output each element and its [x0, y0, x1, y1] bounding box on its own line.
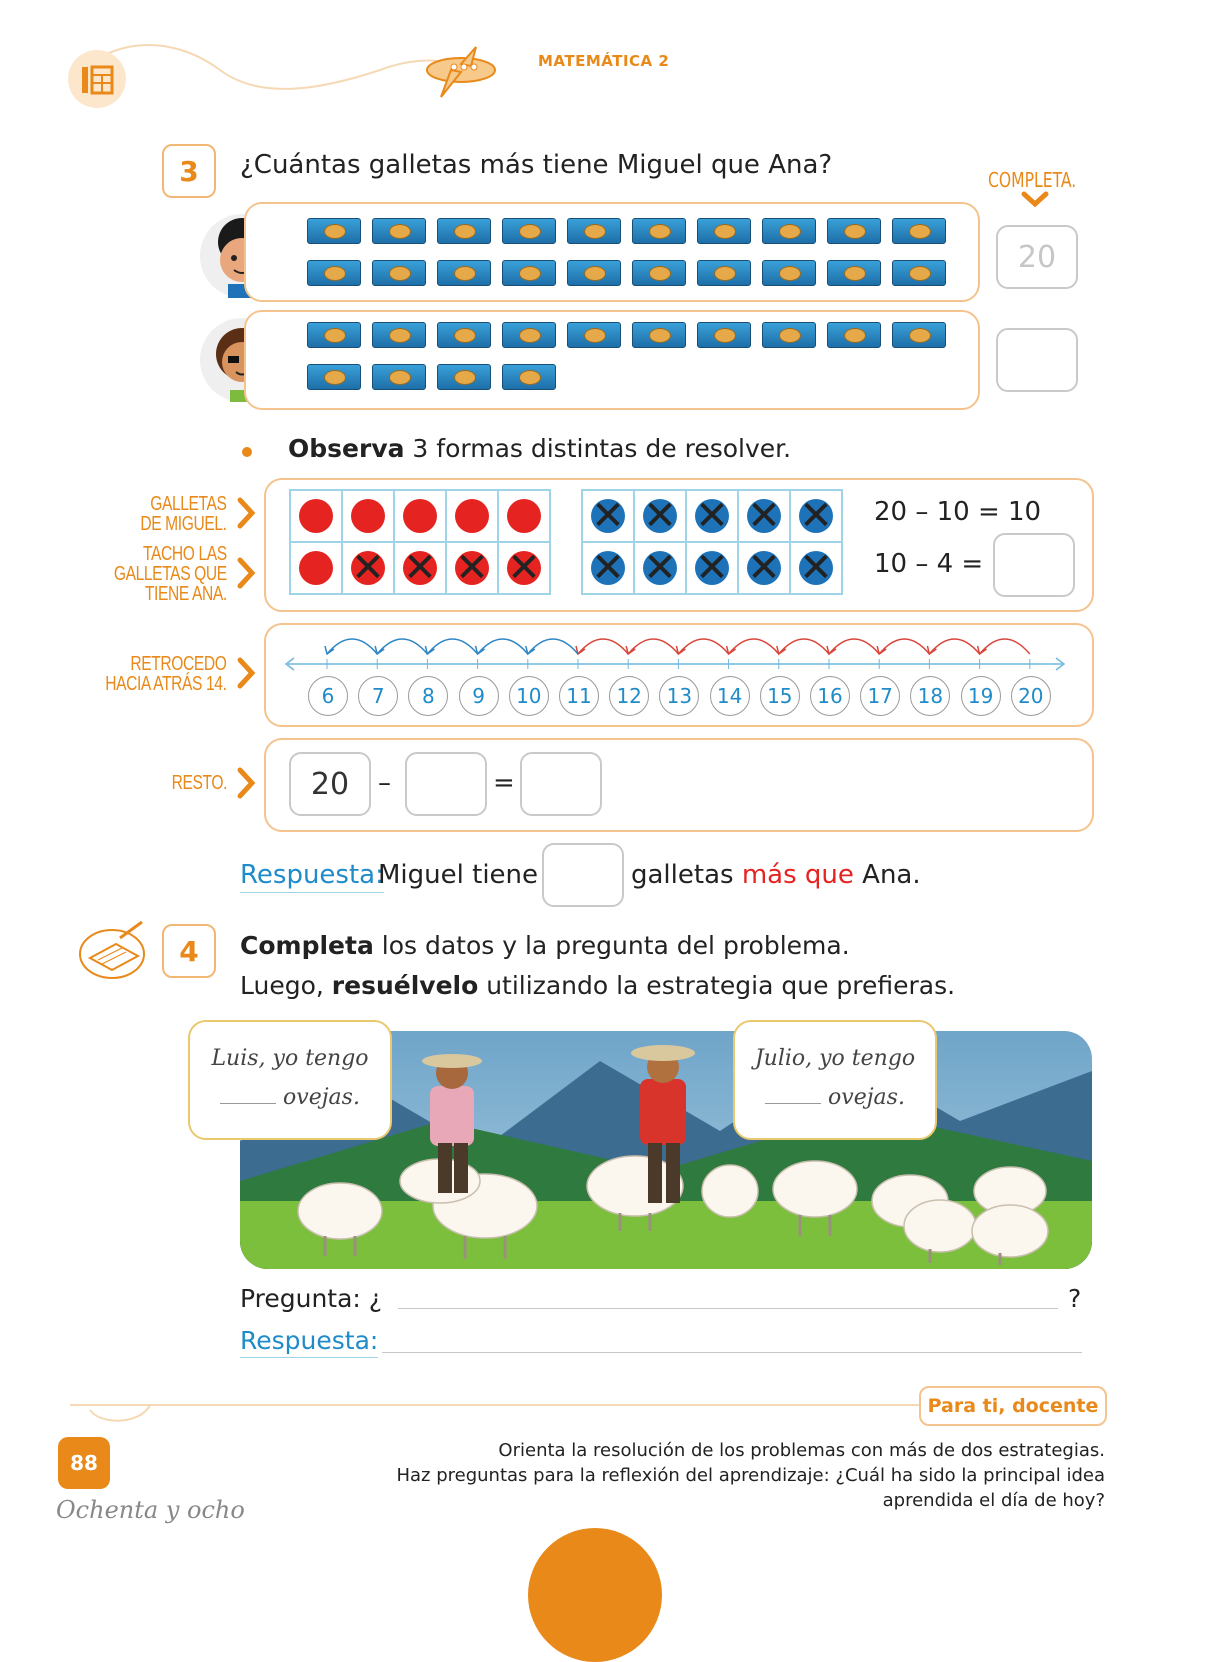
respuesta-part2: galletas [631, 860, 734, 890]
cookie-icon [827, 260, 881, 286]
cross-icon: ✕ [351, 545, 385, 591]
line1-bold: Completa [240, 931, 374, 960]
resto-minuend-box [289, 752, 371, 816]
cookie-icon [827, 322, 881, 348]
problem-number-4: 4 [162, 924, 216, 978]
resto-result-box[interactable] [520, 752, 602, 816]
number-line-label: 16 [810, 676, 850, 716]
miguel-count-box[interactable] [996, 225, 1078, 289]
page-words: Ochenta y ocho [56, 1496, 245, 1524]
respuesta-sentence-end [631, 860, 921, 890]
bottom-tab [528, 1528, 662, 1662]
cookie-icon [827, 218, 881, 244]
number-line-label: 9 [459, 676, 499, 716]
cross-icon: ✕ [507, 545, 541, 591]
chevron-right-icon [236, 496, 256, 538]
grid-cell [394, 542, 446, 594]
cookie-icon [632, 218, 686, 244]
bubble-left-line1: Luis, yo tengo [211, 1046, 369, 1071]
cross-icon: ✕ [643, 493, 677, 539]
problem-4-line2 [240, 971, 955, 1000]
resto-subtrahend-box[interactable] [405, 752, 487, 816]
miguel-cookies-box [244, 202, 980, 302]
red-dot [351, 499, 385, 533]
cross-icon: ✕ [747, 545, 781, 591]
miguel-count-value: 20 [1017, 239, 1057, 275]
jump-arc [729, 639, 779, 654]
cookie-icon [502, 322, 556, 348]
number-line-label: 15 [760, 676, 800, 716]
respuesta-answer-box[interactable] [542, 843, 624, 907]
grid-cell [342, 542, 394, 594]
cookie-icon [437, 218, 491, 244]
cross-icon: ✕ [747, 493, 781, 539]
label-galletas-miguel: GALLETAS DE MIGUEL. [140, 493, 227, 535]
grid-cell [446, 542, 498, 594]
respuesta-label: Respuesta: [240, 860, 384, 893]
label-resto: RESTO. [171, 772, 227, 794]
observa-rest: 3 formas distintas de resolver. [404, 434, 792, 463]
number-line-label: 20 [1011, 676, 1051, 716]
jump-arc [929, 639, 979, 654]
problem-3-question: ¿Cuántas galletas más tiene Miguel que Ana? [240, 150, 833, 180]
cookie-icon [697, 322, 751, 348]
bubble-right-line2-wrap [735, 1085, 935, 1110]
grid-cell [394, 490, 446, 542]
cross-icon: ✕ [799, 545, 833, 591]
blank-line[interactable] [220, 1103, 276, 1104]
jump-arc [327, 639, 377, 654]
cookie-icon [437, 322, 491, 348]
grid-cell [686, 542, 738, 594]
chevron-right-icon [236, 656, 256, 698]
number-line-label: 10 [509, 676, 549, 716]
red-dot [455, 499, 489, 533]
jump-arc [779, 639, 829, 654]
grid-cell [498, 490, 550, 542]
equals-sign: = [493, 768, 515, 798]
cookie-icon [567, 218, 621, 244]
grid-cell [634, 490, 686, 542]
problem-number-3: 3 [162, 144, 216, 198]
bubble-right-line1: Julio, yo tengo [754, 1046, 916, 1071]
cross-icon: ✕ [591, 493, 625, 539]
equation-1: 20 – 10 = 10 [874, 497, 1042, 527]
jump-arc [628, 639, 678, 654]
jump-arc [879, 639, 929, 654]
red-dots-grid [289, 489, 551, 595]
red-dot [403, 499, 437, 533]
pregunta-end: ? [1068, 1284, 1082, 1313]
grid-cell [446, 490, 498, 542]
cookie-icon [567, 260, 621, 286]
cookie-icon [372, 322, 426, 348]
grid-cell [342, 490, 394, 542]
cross-icon: ✕ [695, 545, 729, 591]
line2-bold: resuélvelo [331, 971, 479, 1000]
bubble-right-line2: ovejas. [828, 1085, 905, 1110]
grid-cell [582, 542, 634, 594]
docente-badge: Para ti, docente [919, 1386, 1107, 1426]
number-line-label: 6 [308, 676, 348, 716]
equation-2: 10 – 4 = [874, 549, 984, 579]
cross-icon: ✕ [695, 493, 729, 539]
cookie-icon [632, 260, 686, 286]
completa-label: COMPLETA. [988, 168, 1077, 192]
label-retrocedo: RETROCEDO HACIA ATRÁS 14. [105, 653, 227, 695]
cookie-icon [892, 322, 946, 348]
grid-cell [290, 490, 342, 542]
jump-arc [678, 639, 728, 654]
grid-cell [738, 490, 790, 542]
line2-start: Luego, [240, 971, 332, 1000]
ana-count-box[interactable] [996, 328, 1078, 392]
jump-arc [427, 639, 477, 654]
grid-cell [738, 542, 790, 594]
cookie-icon [307, 364, 361, 390]
cookie-icon [892, 260, 946, 286]
cookie-icon [697, 218, 751, 244]
cross-icon: ✕ [643, 545, 677, 591]
writing-hand-icon [76, 918, 152, 986]
grid-cell [790, 490, 842, 542]
number-line-label: 13 [659, 676, 699, 716]
grid-cell [290, 542, 342, 594]
cross-icon: ✕ [591, 545, 625, 591]
number-line-label: 18 [910, 676, 950, 716]
calculator-pencil-icon [68, 50, 126, 108]
observa-bold: Observa [288, 434, 405, 463]
line1-rest: los datos y la pregunta del problema. [373, 931, 850, 960]
header-decoration [60, 30, 680, 110]
page-number: 88 [58, 1437, 110, 1489]
number-line-label: 19 [961, 676, 1001, 716]
chevron-right-icon [236, 556, 256, 598]
cookie-icon [372, 260, 426, 286]
grid-cell [498, 542, 550, 594]
respuesta-highlight: más que [741, 860, 854, 890]
number-line-label: 17 [860, 676, 900, 716]
cookie-icon [502, 364, 556, 390]
number-line [280, 628, 1080, 678]
blank-line[interactable] [765, 1103, 821, 1104]
cross-icon: ✕ [403, 545, 437, 591]
bubble-left-line2-wrap [190, 1085, 390, 1110]
cookie-icon [892, 218, 946, 244]
observa-line [288, 434, 791, 463]
teacher-note [396, 1438, 1105, 1513]
cross-icon: ✕ [799, 493, 833, 539]
red-dot [299, 551, 333, 585]
speech-bubble-right [733, 1020, 937, 1140]
jump-arc [377, 639, 427, 654]
airplane-icon [416, 42, 506, 106]
grid-cell [686, 490, 738, 542]
jump-arc [829, 639, 879, 654]
cookie-icon [632, 322, 686, 348]
respuesta-part3: Ana. [862, 860, 921, 890]
cookie-icon [437, 260, 491, 286]
minus-sign: – [378, 768, 391, 798]
cross-icon: ✕ [455, 545, 489, 591]
footer-decoration [60, 1395, 940, 1435]
cookie-icon [762, 260, 816, 286]
cookie-icon [762, 322, 816, 348]
cookie-icon [307, 218, 361, 244]
number-line-label: 11 [559, 676, 599, 716]
red-dot [507, 499, 541, 533]
respuesta-4-label: Respuesta: [240, 1326, 378, 1358]
respuesta-part1: Miguel tiene [378, 860, 539, 890]
cookie-icon [307, 260, 361, 286]
cookie-icon [762, 218, 816, 244]
note-line2: Haz preguntas para la reflexión del aprendizaje: ¿Cuál ha sido la principal idea [396, 1465, 1105, 1486]
chevron-down-icon [1020, 188, 1050, 214]
number-line-label: 12 [609, 676, 649, 716]
pregunta-label: Pregunta: ¿ [240, 1284, 383, 1313]
number-line-label: 14 [710, 676, 750, 716]
grid-cell [582, 490, 634, 542]
cookie-icon [307, 322, 361, 348]
cookie-icon [372, 364, 426, 390]
pregunta-line[interactable] [398, 1308, 1058, 1309]
grid-cell [634, 542, 686, 594]
speech-bubble-left [188, 1020, 392, 1140]
equation-2-answer-box[interactable] [993, 533, 1075, 597]
note-line1: Orienta la resolución de los problemas con más de dos estrategias. [498, 1440, 1105, 1461]
cookie-icon [567, 322, 621, 348]
cookie-icon [372, 218, 426, 244]
bullet-dot [242, 447, 252, 457]
number-line-label: 8 [408, 676, 448, 716]
label-tacho: TACHO LAS GALLETAS QUE TIENE ANA. [114, 543, 227, 605]
jump-arc [578, 639, 628, 654]
note-line3: aprendida el día de hoy? [882, 1490, 1105, 1511]
respuesta-4-line[interactable] [382, 1352, 1082, 1353]
number-line-label: 7 [358, 676, 398, 716]
jump-arc [980, 639, 1030, 654]
cookie-icon [502, 218, 556, 244]
red-dot [299, 499, 333, 533]
blue-dots-grid [581, 489, 843, 595]
problem-4-line1 [240, 931, 850, 960]
subject-title: MATEMÁTICA 2 [538, 52, 670, 70]
chevron-right-icon [236, 766, 256, 808]
cookie-icon [697, 260, 751, 286]
line2-rest: utilizando la estrategia que prefieras. [478, 971, 956, 1000]
resto-minuend: 20 [310, 766, 350, 802]
jump-arc [528, 639, 578, 654]
cookie-icon [502, 260, 556, 286]
grid-cell [790, 542, 842, 594]
jump-arc [478, 639, 528, 654]
bubble-left-line2: ovejas. [283, 1085, 360, 1110]
cookie-icon [437, 364, 491, 390]
